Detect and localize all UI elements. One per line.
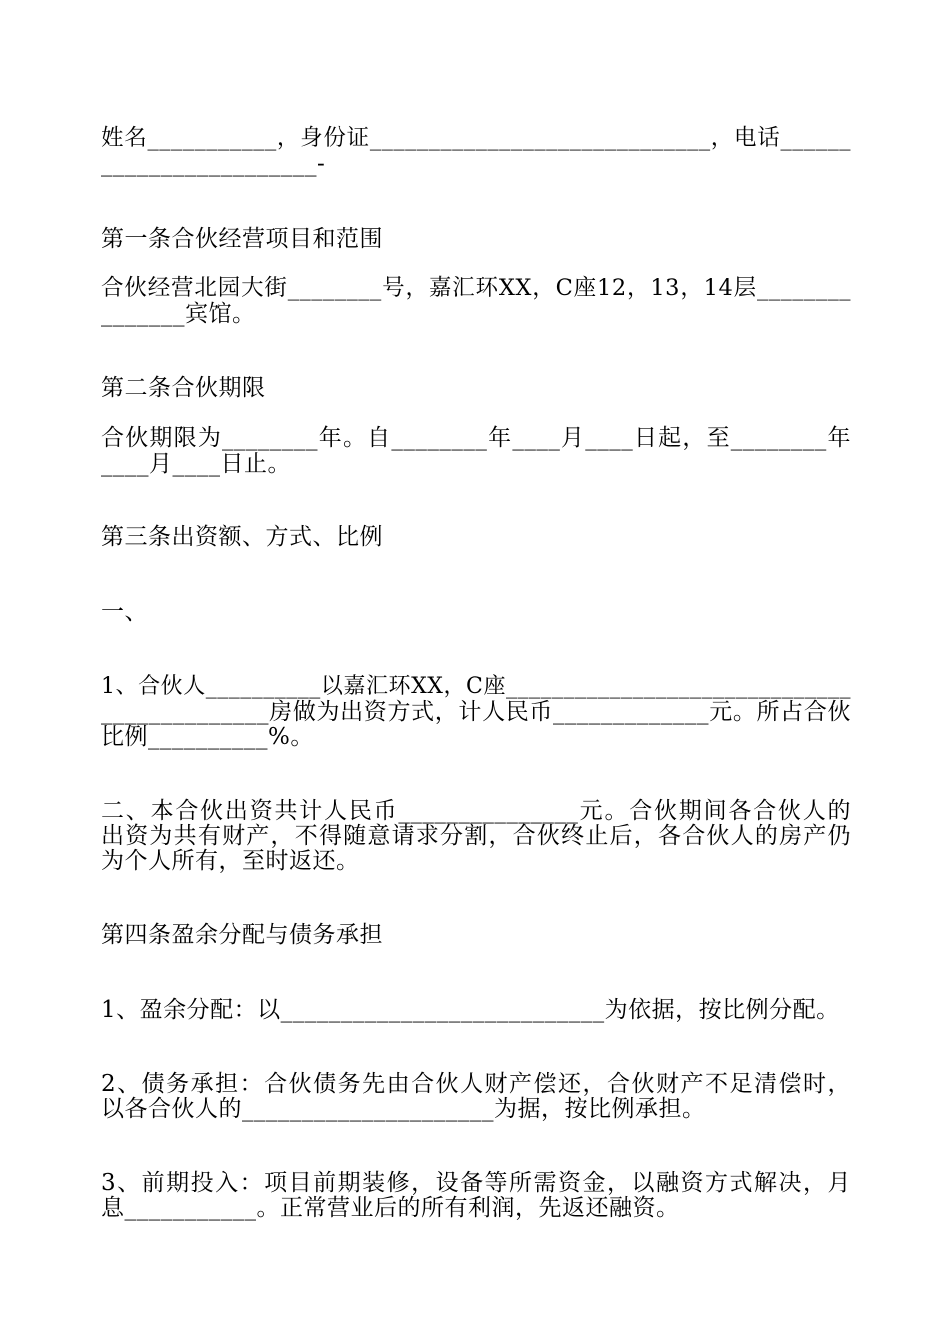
article-2-heading: 第二条合伙期限	[101, 375, 266, 401]
article-3-section-2: 二、本合伙出资共计人民币_______________元。合伙期间各合伙人的	[101, 798, 851, 824]
article-4-heading: 第四条盈余分配与债务承担	[101, 922, 383, 948]
article-3-item-1-cont: ______________房做为出资方式，计人民币_____________元。所占合伙	[101, 699, 851, 725]
article-4-item-2: 2、债务承担：合伙债务先由合伙人财产偿还，合伙财产不足清偿时，	[101, 1071, 851, 1097]
article-1-body: 合伙经营北园大街________号，嘉汇环XX，C座12，13，14层________	[101, 275, 851, 301]
article-2-body-cont: ____月____日止。	[101, 451, 291, 477]
article-3-item-1-cont-2: 比例__________%。	[101, 724, 314, 750]
article-4-item-3: 3、前期投入：项目前期装修，设备等所需资金，以融资方式解决，月	[101, 1170, 851, 1196]
article-1-heading: 第一条合伙经营项目和范围	[101, 226, 383, 252]
article-1-body-cont: _______宾馆。	[101, 301, 256, 327]
partner-info-line-cont: __________________-	[101, 151, 326, 177]
article-3-section-2-cont-2: 为个人所有，至时返还。	[101, 848, 360, 874]
article-3-section-2-cont: 出资为共有财产，不得随意请求分割，合伙终止后，各合伙人的房产仍	[101, 823, 851, 849]
article-4-item-2-cont: 以各合伙人的_____________________为据，按比例承担。	[101, 1096, 706, 1122]
article-4-item-1: 1、盈余分配：以___________________________为依据，按比例分配。	[101, 997, 840, 1023]
article-3-heading: 第三条出资额、方式、比例	[101, 524, 383, 550]
article-3-section-1-heading: 一、	[101, 599, 148, 625]
article-3-item-1: 1、合伙人__________以嘉汇环XX，C座______________________________	[101, 674, 851, 699]
partner-info-line: 姓名___________，身份证_____________________________，电话______	[101, 125, 851, 151]
article-4-item-3-cont: 息___________。正常营业后的所有利润，先返还融资。	[101, 1195, 680, 1221]
article-2-body: 合伙期限为________年。自________年____月____日起，至________年	[101, 425, 851, 451]
